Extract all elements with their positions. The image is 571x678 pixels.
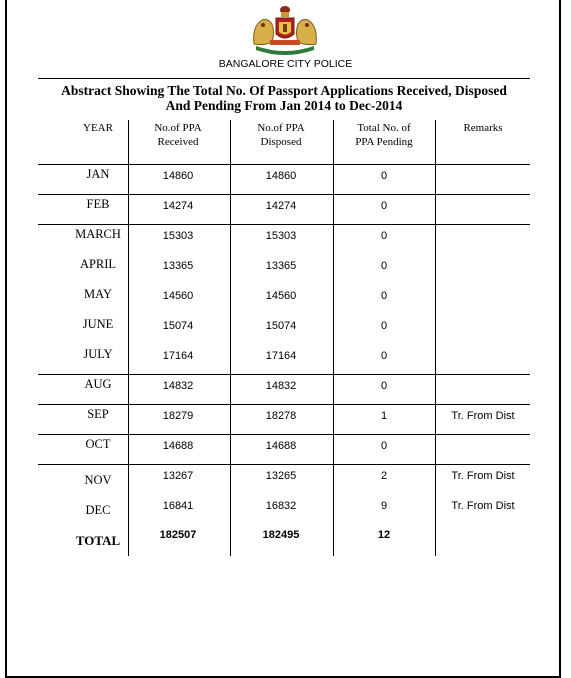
- state-emblem-icon: [248, 4, 322, 56]
- pending-cell: 0: [380, 230, 388, 242]
- month-cell: OCT: [85, 437, 111, 451]
- month-cell: AUG: [84, 377, 112, 391]
- received-cell: 14560: [162, 290, 194, 302]
- column-divider: [230, 120, 231, 556]
- row-divider: [38, 194, 530, 195]
- title-line-2: And Pending From Jan 2014 to Dec-2014: [165, 98, 403, 113]
- header-received: No.of PPA Received: [154, 122, 202, 148]
- column-divider: [333, 120, 334, 556]
- month-cell: APRIL: [79, 257, 117, 271]
- header-divider: [38, 78, 530, 79]
- remarks-cell: Tr. From Dist: [451, 500, 515, 512]
- disposed-cell: 17164: [265, 350, 297, 362]
- month-cell: JULY: [83, 347, 113, 361]
- pending-cell: 9: [380, 500, 388, 512]
- disposed-cell: 16832: [265, 500, 297, 512]
- pending-cell: 0: [380, 320, 388, 332]
- row-divider: [38, 224, 530, 225]
- row-divider: [38, 164, 530, 165]
- disposed-cell: 14560: [265, 290, 297, 302]
- organization-name: BANGALORE CITY POLICE: [218, 58, 353, 70]
- remarks-cell: Tr. From Dist: [451, 410, 515, 422]
- row-divider: [38, 404, 530, 405]
- disposed-cell: 15074: [265, 320, 297, 332]
- month-cell: MAY: [83, 287, 113, 301]
- received-cell: 14860: [162, 170, 194, 182]
- document-title: [38, 83, 530, 113]
- pending-cell: 0: [380, 260, 388, 272]
- disposed-cell: 13365: [265, 260, 297, 272]
- received-cell: 17164: [162, 350, 194, 362]
- row-divider: [38, 434, 530, 435]
- pending-cell: 0: [380, 200, 388, 212]
- header-pending: Total No. of PPA Pending: [355, 122, 413, 148]
- disposed-cell: 14860: [265, 170, 297, 182]
- received-cell: 14832: [162, 380, 194, 392]
- received-cell: 14688: [162, 440, 194, 452]
- received-cell: 15074: [162, 320, 194, 332]
- pending-cell: 0: [380, 350, 388, 362]
- header-year: YEAR: [83, 122, 113, 134]
- column-divider: [128, 120, 129, 556]
- month-cell: SEP: [87, 407, 109, 421]
- row-divider: [38, 374, 530, 375]
- pending-cell: 0: [380, 290, 388, 302]
- pending-cell: 1: [380, 410, 388, 422]
- month-cell: FEB: [86, 197, 110, 211]
- pending-cell: 0: [380, 170, 388, 182]
- disposed-cell: 15303: [265, 230, 297, 242]
- received-cell: 16841: [162, 500, 194, 512]
- disposed-cell: 18278: [265, 410, 297, 422]
- disposed-cell: 13265: [265, 470, 297, 482]
- received-cell: 13267: [162, 470, 194, 482]
- header-remarks: Remarks: [463, 122, 503, 134]
- pending-cell: 0: [380, 440, 388, 452]
- received-cell: 13365: [162, 260, 194, 272]
- received-cell: 14274: [162, 200, 194, 212]
- disposed-cell: 14274: [265, 200, 297, 212]
- received-cell: 15303: [162, 230, 194, 242]
- total-disposed: 182495: [262, 529, 300, 541]
- month-cell: MARCH: [75, 227, 121, 241]
- disposed-cell: 14832: [265, 380, 297, 392]
- remarks-cell: Tr. From Dist: [451, 470, 515, 482]
- pending-cell: 0: [380, 380, 388, 392]
- month-cell: JAN: [86, 167, 110, 181]
- received-cell: 18279: [162, 410, 194, 422]
- header-disposed: No.of PPA Disposed: [257, 122, 305, 148]
- title-line-1: Abstract Showing The Total No. Of Passport Applications Received, Disposed: [61, 83, 507, 98]
- total-pending: 12: [377, 529, 391, 541]
- total-label: TOTAL: [75, 533, 121, 548]
- disposed-cell: 14688: [265, 440, 297, 452]
- month-cell: DEC: [85, 503, 111, 517]
- column-divider: [435, 120, 436, 556]
- total-received: 182507: [159, 529, 197, 541]
- row-divider: [38, 464, 530, 465]
- month-cell: JUNE: [82, 317, 114, 331]
- pending-cell: 2: [380, 470, 388, 482]
- month-cell: NOV: [84, 473, 112, 487]
